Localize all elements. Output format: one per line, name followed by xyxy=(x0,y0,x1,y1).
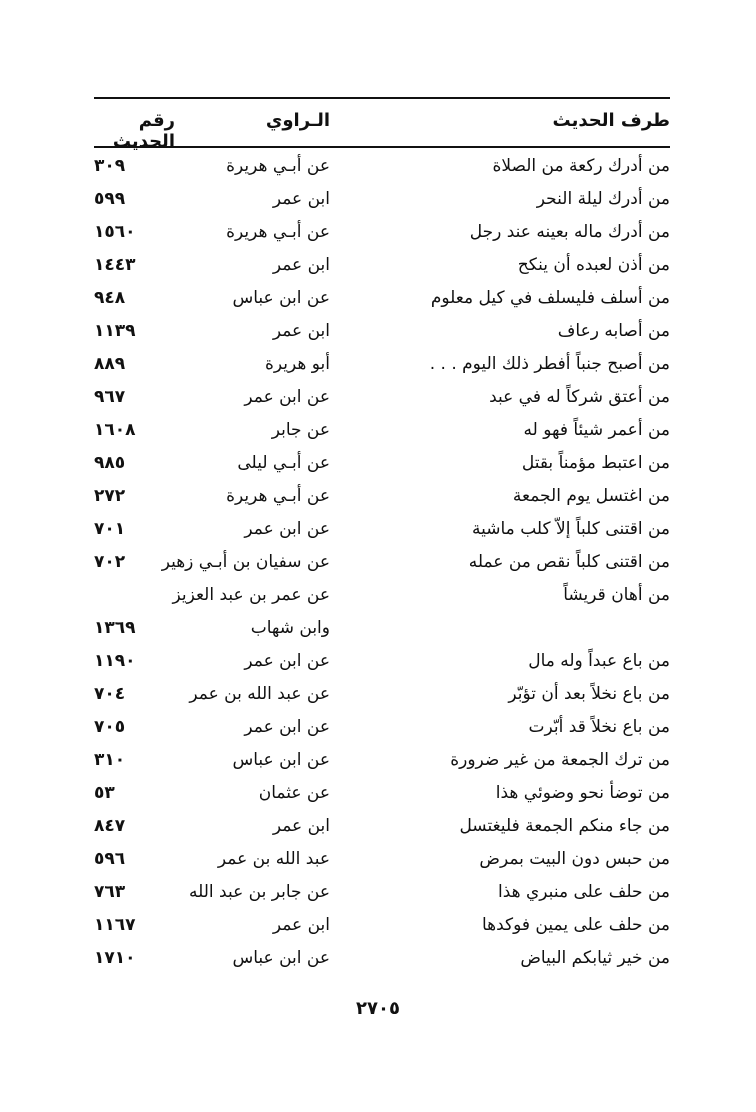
header-number: رقم الحديث xyxy=(112,110,175,152)
hadith-text: من أعمر شيئاً فهو له xyxy=(523,420,670,440)
narrator-text: عن سفيان بن أبـي زهير xyxy=(161,552,330,572)
hadith-number: ١١٣٩ xyxy=(94,321,136,341)
table-row xyxy=(94,416,670,449)
hadith-text: من خير ثيابكم البياض xyxy=(520,948,670,968)
hadith-number: ٥٩٩ xyxy=(94,189,126,209)
hadith-text: من أدرك ماله بعينه عند رجل xyxy=(469,222,670,242)
hadith-text: من حبس دون البيت بمرض xyxy=(479,849,670,869)
hadith-text: من اقتنى كلباً إلاّ كلب ماشية xyxy=(472,519,670,539)
table-row xyxy=(94,845,670,878)
hadith-text: من اقتنى كلباً نقص من عمله xyxy=(468,552,670,572)
hadith-number: ١٤٤٣ xyxy=(94,255,136,275)
narrator-text: عبد الله بن عمر xyxy=(217,849,330,869)
hadith-text: من أدرك ركعة من الصلاة xyxy=(492,156,670,176)
hadith-number: ٣٠٩ xyxy=(94,156,126,176)
narrator-text: عن عثمان xyxy=(258,783,330,803)
narrator-text: عن أبـي هريرة xyxy=(226,156,330,176)
hadith-number: ١١٦٧ xyxy=(94,915,136,935)
hadith-text: من جاء منكم الجمعة فليغتسل xyxy=(459,816,670,836)
hadith-text: من اغتسل يوم الجمعة xyxy=(512,486,670,506)
hadith-number: ٧٦٣ xyxy=(94,882,126,902)
hadith-number: ٨٤٧ xyxy=(94,816,126,836)
hadith-number: ١٣٦٩ xyxy=(94,618,136,638)
table-row xyxy=(94,284,670,317)
hadith-number: ٨٨٩ xyxy=(94,354,126,374)
table-row xyxy=(94,185,670,218)
narrator-text: عن عمر بن عبد العزيز xyxy=(172,585,330,605)
table-row xyxy=(94,746,670,779)
hadith-text: من باع نخلاً قد أبّرت xyxy=(528,717,670,737)
narrator-text: ابن عمر xyxy=(272,255,330,275)
hadith-text: من أعتق شركاً له في عبد xyxy=(489,387,670,407)
hadith-text: من باع عبداً وله مال xyxy=(528,651,670,671)
hadith-number: ٥٣ xyxy=(94,783,115,803)
header-rule xyxy=(94,146,670,148)
table-row xyxy=(94,944,670,977)
header-narrator: الـراوي xyxy=(265,110,330,131)
narrator-text: عن أبـي هريرة xyxy=(226,222,330,242)
table-row xyxy=(94,680,670,713)
table-row xyxy=(94,548,670,581)
hadith-number: ٩٤٨ xyxy=(94,288,126,308)
narrator-text: ابن عمر xyxy=(272,189,330,209)
table-row xyxy=(94,449,670,482)
hadith-number: ١١٩٠ xyxy=(94,651,136,671)
narrator-text: عن ابن عباس xyxy=(232,288,330,308)
table-row xyxy=(94,779,670,812)
narrator-text: ابن عمر xyxy=(272,915,330,935)
table-row xyxy=(94,647,670,680)
hadith-number: ١٥٦٠ xyxy=(94,222,136,242)
table-row xyxy=(94,251,670,284)
hadith-number: ٧٠١ xyxy=(94,519,126,539)
hadith-text: من أصابه رعاف xyxy=(557,321,670,341)
hadith-number: ١٦٠٨ xyxy=(94,420,136,440)
narrator-text: ابن عمر xyxy=(272,321,330,341)
table-row xyxy=(94,713,670,746)
narrator-text: عن جابر بن عبد الله xyxy=(188,882,330,902)
table-row xyxy=(94,614,670,647)
hadith-text: من أسلف فليسلف في كيل معلوم xyxy=(430,288,670,308)
hadith-text: من أصبح جنباً أفطر ذلك اليوم . . . xyxy=(429,354,670,374)
hadith-text: من أدرك ليلة النحر xyxy=(536,189,670,209)
narrator-text: عن ابن عمر xyxy=(244,651,330,671)
hadith-text: من أذن لعبده أن ينكح xyxy=(517,255,670,275)
table-row xyxy=(94,515,670,548)
table-row xyxy=(94,812,670,845)
hadith-text: من توضأ نحو وضوئي هذا xyxy=(495,783,670,803)
hadith-text: من أهان قريشاً xyxy=(563,585,670,605)
hadith-text: من حلف على منبري هذا xyxy=(497,882,670,902)
narrator-text: أبو هريرة xyxy=(264,354,330,374)
hadith-number: ٢٧٢ xyxy=(94,486,126,506)
narrator-text: عن أبـي ليلى xyxy=(237,453,330,473)
hadith-number: ٧٠٢ xyxy=(94,552,126,572)
table-row xyxy=(94,218,670,251)
table-row xyxy=(94,878,670,911)
narrator-text: عن أبـي هريرة xyxy=(226,486,330,506)
top-rule xyxy=(94,97,670,99)
table-row xyxy=(94,383,670,416)
table-row xyxy=(94,317,670,350)
table-row xyxy=(94,350,670,383)
hadith-number: ٧٠٤ xyxy=(94,684,126,704)
page-number: ٢٧٠٥ xyxy=(356,998,400,1019)
hadith-number: ٩٨٥ xyxy=(94,453,126,473)
narrator-text: ابن عمر xyxy=(272,816,330,836)
hadith-text: من ترك الجمعة من غير ضرورة xyxy=(450,750,670,770)
hadith-number: ٣١٠ xyxy=(94,750,126,770)
hadith-number: ١٧١٠ xyxy=(94,948,136,968)
narrator-text: عن عبد الله بن عمر xyxy=(189,684,330,704)
hadith-number: ٩٦٧ xyxy=(94,387,126,407)
hadith-text: من حلف على يمين فوكدها xyxy=(481,915,670,935)
table-row xyxy=(94,911,670,944)
table-row xyxy=(94,152,670,185)
hadith-text: من باع نخلاً بعد أن تؤبّر xyxy=(508,684,670,704)
narrator-text: عن ابن عباس xyxy=(232,948,330,968)
narrator-text: عن جابر xyxy=(271,420,330,440)
table-row xyxy=(94,581,670,614)
narrator-text: عن ابن عمر xyxy=(244,519,330,539)
table-row xyxy=(94,482,670,515)
hadith-table xyxy=(94,152,670,977)
narrator-text: عن ابن عباس xyxy=(232,750,330,770)
hadith-number: ٥٩٦ xyxy=(94,849,126,869)
narrator-text: وابن شهاب xyxy=(250,618,330,638)
hadith-number: ٧٠٥ xyxy=(94,717,126,737)
narrator-text: عن ابن عمر xyxy=(244,717,330,737)
hadith-text: من اعتبط مؤمناً بقتل xyxy=(521,453,670,473)
header-hadith: طرف الحديث xyxy=(552,110,670,131)
narrator-text: عن ابن عمر xyxy=(244,387,330,407)
table-header xyxy=(94,104,670,152)
